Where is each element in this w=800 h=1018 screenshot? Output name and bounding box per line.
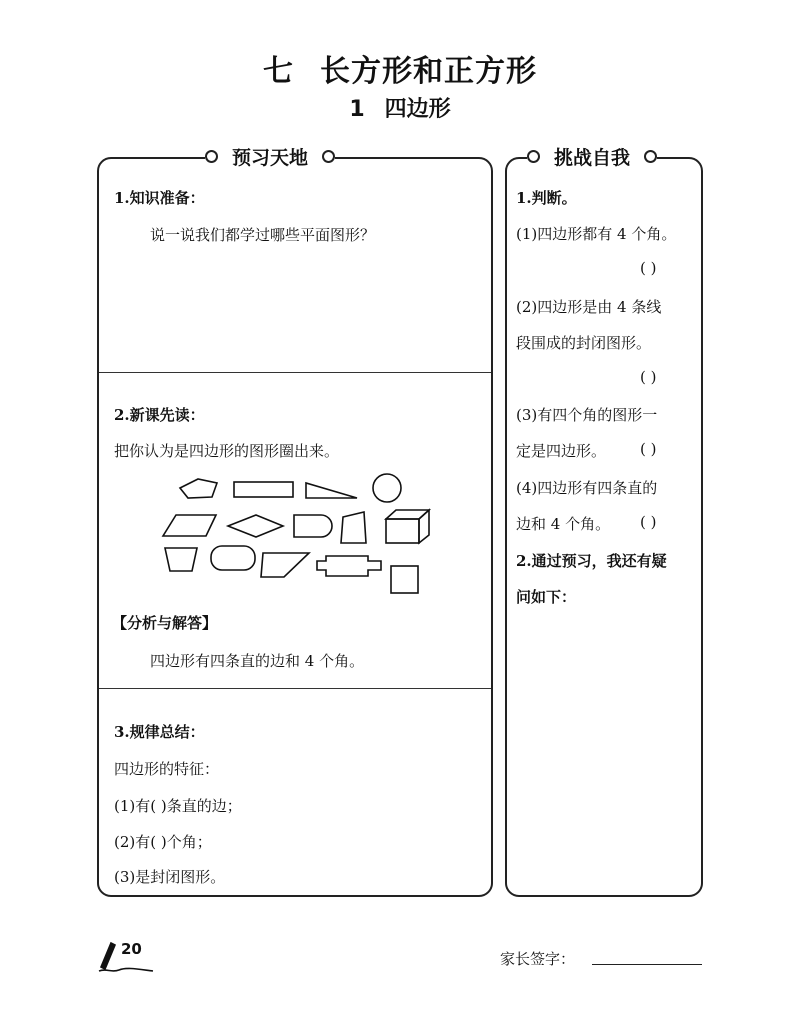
chapter-title <box>0 46 800 90</box>
answer-paren-4[interactable]: ( ) <box>640 513 657 531</box>
header-dot-left <box>205 150 218 163</box>
parallelogram-slanted-shape <box>261 553 309 577</box>
question-5-line1: 2.通过预习，我还有疑 <box>516 552 667 570</box>
section3-intro: 四边形的特征： <box>114 760 220 778</box>
answer-paren-2[interactable]: ( ) <box>640 368 657 386</box>
section-divider <box>99 688 491 689</box>
challenge-panel-header <box>527 143 657 169</box>
question-3-line2: 定是四边形。 <box>516 442 607 460</box>
lesson-title-text: 四边形 <box>384 97 451 122</box>
rule-2: (2)有( )个角； <box>114 833 212 851</box>
header-dot-left <box>527 150 540 163</box>
chapter-title-text: 长方形和正方形 <box>320 54 537 89</box>
trapezoid-irregular-shape <box>341 512 366 543</box>
section3-label: 3.规律总结： <box>114 723 205 741</box>
shapes-figure <box>150 468 450 598</box>
question-4-line2: 边和 4 个角。 <box>516 515 611 533</box>
section1-text: 说一说我们都学过哪些平面图形？ <box>150 226 376 244</box>
header-dot-right <box>322 150 335 163</box>
question-2-line2: 段围成的封闭图形。 <box>516 334 652 352</box>
question-4-line1: (4)四边形有四条直的 <box>516 479 658 497</box>
question-5-line2: 问如下： <box>516 588 577 606</box>
question-1: (1)四边形都有 4 个角。 <box>516 225 677 243</box>
parallelogram-shape <box>163 515 216 536</box>
section2-text: 把你认为是四边形的图形圈出来。 <box>114 442 340 460</box>
preview-panel-title: 预习天地 <box>232 146 309 169</box>
analysis-label: 【分析与解答】 <box>112 614 218 632</box>
rhombus-shape <box>228 515 283 537</box>
rule-3: (3)是封闭图形。 <box>114 868 226 886</box>
trapezoid-shape <box>165 548 197 571</box>
section1-label: 1.知识准备： <box>114 189 205 207</box>
parent-sign-line[interactable] <box>592 964 702 965</box>
answer-paren-3[interactable]: ( ) <box>640 440 657 458</box>
rounded-rectangle-shape <box>294 515 332 537</box>
circle-shape <box>373 474 401 502</box>
cross-rectangle-shape <box>317 556 381 576</box>
lesson-title <box>0 92 800 123</box>
parent-sign-label: 家长签字： <box>500 950 576 968</box>
rounded-rect-shape <box>211 546 255 570</box>
cube-shape <box>386 510 429 543</box>
question-2-line1: (2)四边形是由 4 条线 <box>516 298 662 316</box>
page-number: 20 <box>121 940 142 958</box>
challenge-panel-title: 挑战自我 <box>554 146 631 169</box>
section2-label: 2.新课先读： <box>114 406 205 424</box>
question-3-line1: (3)有四个角的图形一 <box>516 406 658 424</box>
square-shape <box>391 566 418 593</box>
analysis-text: 四边形有四条直的边和 4 个角。 <box>150 652 365 670</box>
rule-1: (1)有( )条直的边； <box>114 797 242 815</box>
judge-label: 1.判断。 <box>516 189 577 207</box>
pentagon-shape <box>180 479 217 498</box>
answer-paren-1[interactable]: ( ) <box>640 259 657 277</box>
section-divider <box>99 372 491 373</box>
header-dot-right <box>644 150 657 163</box>
chapter-number: 七 <box>263 54 294 89</box>
preview-panel-header <box>205 143 335 169</box>
right-triangle-shape <box>306 483 357 498</box>
lesson-number: 1 <box>349 97 365 122</box>
long-rectangle-shape <box>234 482 293 497</box>
